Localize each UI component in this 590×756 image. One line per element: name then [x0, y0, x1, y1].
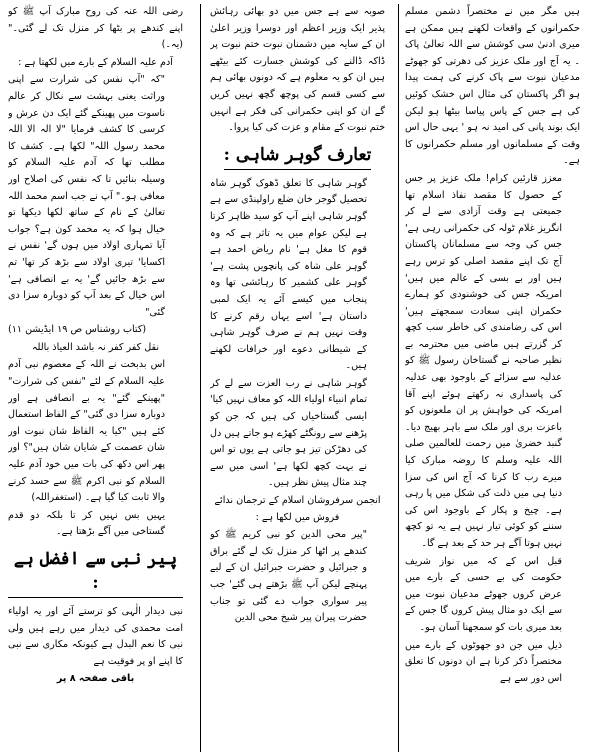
paragraph: گوہر شاہی نے رب العزت سے لے کر تمام انبیاء اولیاء اللہ کو معاف نہیں کیا' ایسی گستاخیاں کی ہیں کہ جن کو پڑھنے سے رونگٹے کھڑے ہو جاتے ہیں دل کی دھڑکن تیز ہو جاتی ہے یوں تو اس نے بہت کچھ لکھا ہے' اسی میں سے چند مثال پیش نظر ہیں۔ [210, 377, 367, 489]
section-heading [210, 143, 385, 170]
paragraph: اس بدبخت نے اللہ کے معصوم نبی آدم علیہ السلام کے لئے "نفس کی شرارت" "پھینکے گئے" یہ بے انصافی ہے اور دوبارہ سزا دی گئی" کے الفاظ استعمال کئے ہیں "کیا یہ الفاظ شان نبوت اور شان عصمت کے شایان شان ہیں"؟ اور پھر اس دکھ کی بات میں خود آدم علیہ السلام کو نبی اکرم ﷺ سے حسد کرنے والا ثابت کیا گیا ہے۔ (استغفراللہ) [8, 359, 165, 504]
continued-note: باقی صفحہ ۸ پر [56, 673, 135, 685]
paragraph: "پیر محی الدین کو نبی کریم ﷺ کو کندھے پر اٹھا کر منزل تک لے گئے براق و جبرائیل و حضرت جبرائیل ان کے لیے پہنچے لیکن آپ ﷺ بڑھتے ہی گئے' جب پیر سواری جواب دے گئی تو جناب حضرت پیران پیر شیخ محی الدین [210, 529, 367, 624]
section-heading-text: پیر نبی سے افضل ہے : [8, 547, 183, 598]
column-divider [398, 4, 399, 752]
article-column-left [8, 4, 183, 752]
paragraph: صوبہ سے ہے جس میں دو بھائی رہائش پذیر ایک وزیر اعظم اور دوسرا وزیر اعلیٰ ان کے سایہ میں دشمنان نبوت ختم نبوت پر ڈاکہ ڈالنے کی کوشش جسارت کئے بیٹھے ہیں ان کو یہ معلوم ہے کہ دونوں بھائی ہم سے کسی قسم کی پوچھ گچھ نہیں کریں گے ان کو اپنی حکمرانی کی فکر ہے انہیں ختم نبوت کے مقام و عزت کی کیا پروا۔ [210, 6, 385, 134]
paragraph: گوہر شاہی کا تعلق ڈھوک گوہر شاہ تحصیل گوجر خان ضلع راولپنڈی سے ہے گوہر شاہی اپنے آپ کو سید ظاہر کرتا ہے لیکن عوام میں یہ تاثر ہے کہ وہ قوم کا مغل ہے' نام ریاض احمد ہے گوہر علی شاہ کی پانچویں پشت ہے' گوہر علی کشمیر کا رہائشی تھا وہ پنجاب میں کیسے آئے یہ ایک لمبی داستان ہے' اسے یہاں رقم کرنے کا وقت نہیں ہم نے صرف گوہر شاہی کے شیطانی دعوے اور خرافات لکھنے ہیں۔ [210, 177, 367, 372]
paragraph: ذیل میں جن دو جھوٹوں کے بارے میں مختصراً ذکر کرنا ہے ان دونوں کا تعلق اس دور سے ہے [405, 639, 562, 684]
paragraph: یہیں بس نہیں کر تا بلکہ دو قدم گستاخی میں آگے بڑھتا ہے۔ [8, 509, 165, 538]
article-column-middle [210, 4, 385, 752]
paragraph: معزز قارئین کرام! ملک عزیز پر جس کے حصول کا مقصد نفاذ اسلام تھا جمیعتی ہے وقت آزادی سے لے کر انگریز غلام ٹولہ کی حکمرانی رہی ہے' جس کی وجہ سے مسلمانان پاکستان آج تک اپنے مقصد اصلی کو ترس رہے ہیں اور بے بسی کے عالم میں ہیں' امریکہ جس کی خوشنودی کو ہمارے حکمران اپنی سعادت سمجھتے ہیں' اس کی رضامندی کی خاطر سب کچھ کر گزرتے ہیں ماضی میں محترمہ بے نظیر صاحبہ نے گستاخان رسول ﷺ کو عدلیہ سے سزائے کے باوجود بھی عدلیہ کی پاسداری نہ رکھتے ہوئے اپنے آقا امریکہ کی خواہش پر ان ملعونوں کو باعزت بری اور ملک سے باہر بھیج دیا۔ گنبد خضریٰ میں رحمت للعالمین صلی اللہ علیہ وسلم کا روضہ مبارک کیا میرے رب کا کرنا کہ آج اس کی سزا دنیا ہی میں ذلت کی شکل میں پا رہی ہے۔ چیخ و پکار کے باوجود اس کی سننے کو کوئی تیار نہیں ہے یہ تو کچھ نہیں ہوتا آگے ہر حد کے بعد ہے گا۔ [405, 172, 562, 549]
paragraph: ہیں مگر میں نے مختصراً دشمن مسلم حکمرانوں کے واقعات لکھنے ہیں ممکن ہے میری ادنیٰ سی کوشش سے اللہ تعالیٰ پاک ۔ یہ آج اور ملک عزیز کی دھرتی کو جھوٹے مدعیان نبوت سے پاک کرنے کی ہمت پیدا ہو اگر پاکستان کی مثال اس خشک کوئیں کی ہے جس کے پاس پیاسا بیٹھا ہو لیکن ایک بوند پانی کی امید نہ ہو ' یہی حال اس وقت کے مسلمانوں اور مسلم حکمرانوں کا ہے۔ [405, 6, 580, 167]
article-column-right [405, 4, 580, 752]
paragraph: نقل کفر کفر نہ باشد العیاذ باللہ [31, 341, 160, 353]
column-divider [200, 4, 201, 752]
paragraph: "کہ "آپ نفس کی شرارت سے اپنی وراثت یعنی بہشت سے نکال کر عالم ناسوت میں پھینکے گئے ایک دن عرش و کرسی کا کشف فرمایا "لا الہ الا اللہ محمد رسول اللہ" لکھا ہے۔ کشف کا مطلب تھا کہ آدم علیہ السلام کو وسیلہ بنائیں تا کہ نفس کی اصلاح اور معافی ہو۔" آپ نے جب اسم محمد اللہ تعالیٰ کے نام کے ساتھ لکھا دیکھا تو خیال ہوا کہ یہ محمد کون ہے؟ جواب آیا تمہاری اولاد میں ہوں گے' نفس نے اکسایا' تیری اولاد سے بڑھ کر تھا' تم سے بڑھ جائیں گے' یہ بے انصافی ہے' اس خیال کے بعد آپ کو دوبارہ سزا دی گئی" [8, 74, 165, 318]
paragraph: قبل اس کے کہ میں نواز شریف حکومت کی بے حسی کے بارے میں عرض کروں جھوٹے مدعیان نبوت میں سے ایک دو مثال پیش کروں گا جس کے بعد میری بات کو سمجھنا آسان ہو۔ [405, 555, 562, 633]
paragraph: نبی دیدار الٰہی کو ترستے آئے اور یہ اولیاء امت محمدی کی دیدار میں رہے ہیں ولی نبی کا نعم البدل ہے کیونکہ مکاری سے نبی کا اپنے او پر فوقیت ہے [8, 606, 183, 667]
paragraph: آدم علیہ السلام کے بارے میں لکھتا ہے : [18, 56, 173, 68]
section-heading-text: تعارف گوہر شاہی : [224, 143, 372, 170]
paragraph: رضی اللہ عنہ کی روح مبارک آپ ﷺ کو اپنے کندھے پر بٹھا کر منزل تک لے گئی۔" (یہ۔) [8, 6, 183, 51]
section-heading [8, 547, 183, 598]
paragraph: انجمن سرفروشان اسلام کے ترجمان ندائے فروش میں لکھا ہے : [214, 495, 381, 523]
citation: (کتاب روشناس ص ۱۹ ایڈیشن ۱۱) [8, 324, 147, 336]
